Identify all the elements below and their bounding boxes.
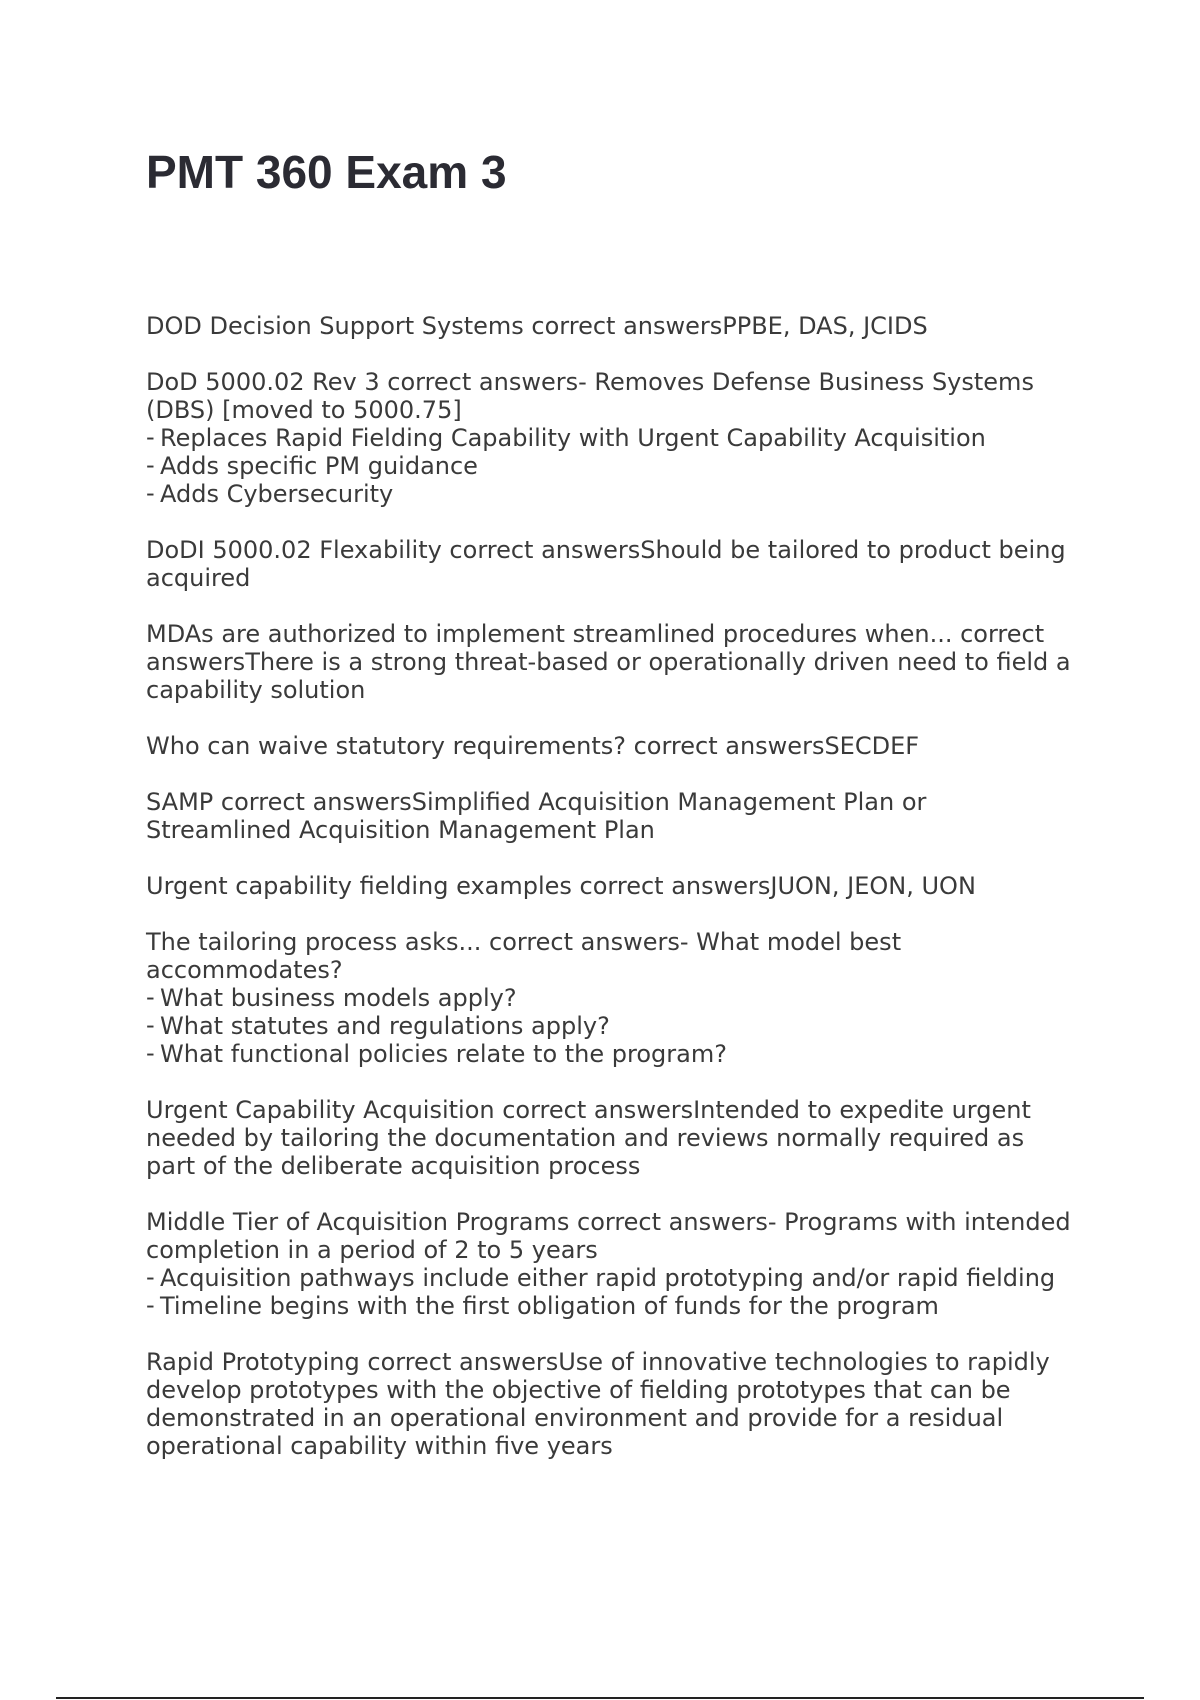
- qa-entry: [146, 928, 1076, 1068]
- qa-text: MDAs are authorized to implement streamlined procedures when... correct answersThere is a strong threat-based or operationally driven need to field a capability solution: [146, 620, 1071, 704]
- bullet-item: - Timeline begins with the first obligation of funds for the program: [146, 1292, 1076, 1320]
- bullet-item: - Adds Cybersecurity: [146, 480, 1076, 508]
- bullet-item: - What statutes and regulations apply?: [146, 1012, 1076, 1040]
- footer-divider: [56, 1697, 1144, 1699]
- flashcard-list: [146, 312, 1076, 1488]
- qa-text: SAMP correct answersSimplified Acquisition Management Plan or Streamlined Acquisition Management Plan: [146, 788, 927, 844]
- qa-entry: [146, 536, 1076, 592]
- qa-text: DoDI 5000.02 Flexability correct answersShould be tailored to product being acquired: [146, 536, 1066, 592]
- bullet-list: [146, 1264, 1076, 1320]
- bullet-item: - Acquisition pathways include either rapid prototyping and/or rapid fielding: [146, 1264, 1076, 1292]
- qa-text: Middle Tier of Acquisition Programs correct answers- Programs with intended completion in a period of 2 to 5 years: [146, 1208, 1071, 1264]
- qa-entry: [146, 368, 1076, 508]
- qa-entry: [146, 788, 1076, 844]
- qa-text: DoD 5000.02 Rev 3 correct answers- Removes Defense Business Systems (DBS) [moved to 5000.75]: [146, 368, 1034, 424]
- qa-entry: [146, 312, 1076, 340]
- bullet-list: [146, 984, 1076, 1068]
- qa-entry: [146, 872, 1076, 900]
- bullet-list: [146, 424, 1076, 508]
- qa-entry: [146, 1348, 1076, 1460]
- qa-text: Urgent capability fielding examples correct answersJUON, JEON, UON: [146, 872, 976, 900]
- qa-entry: [146, 732, 1076, 760]
- qa-entry: [146, 1208, 1076, 1320]
- page-title: PMT 360 Exam 3: [146, 146, 507, 198]
- qa-text: The tailoring process asks... correct answers- What model best accommodates?: [146, 928, 902, 984]
- qa-text: DOD Decision Support Systems correct answersPPBE, DAS, JCIDS: [146, 312, 928, 340]
- qa-text: Who can waive statutory requirements? correct answersSECDEF: [146, 732, 920, 760]
- qa-entry: [146, 620, 1076, 704]
- bullet-item: - Adds specific PM guidance: [146, 452, 1076, 480]
- qa-text: Urgent Capability Acquisition correct answersIntended to expedite urgent needed by tailoring the documentation and reviews normally required as part of the deliberate acquisition process: [146, 1096, 1031, 1180]
- bullet-item: - What functional policies relate to the program?: [146, 1040, 1076, 1068]
- bullet-item: - Replaces Rapid Fielding Capability with Urgent Capability Acquisition: [146, 424, 1076, 452]
- bullet-item: - What business models apply?: [146, 984, 1076, 1012]
- qa-text: Rapid Prototyping correct answersUse of innovative technologies to rapidly develop prototypes with the objective of fielding prototypes that can be demonstrated in an operational environment and provide for a residual operational capability within five years: [146, 1348, 1050, 1460]
- qa-entry: [146, 1096, 1076, 1180]
